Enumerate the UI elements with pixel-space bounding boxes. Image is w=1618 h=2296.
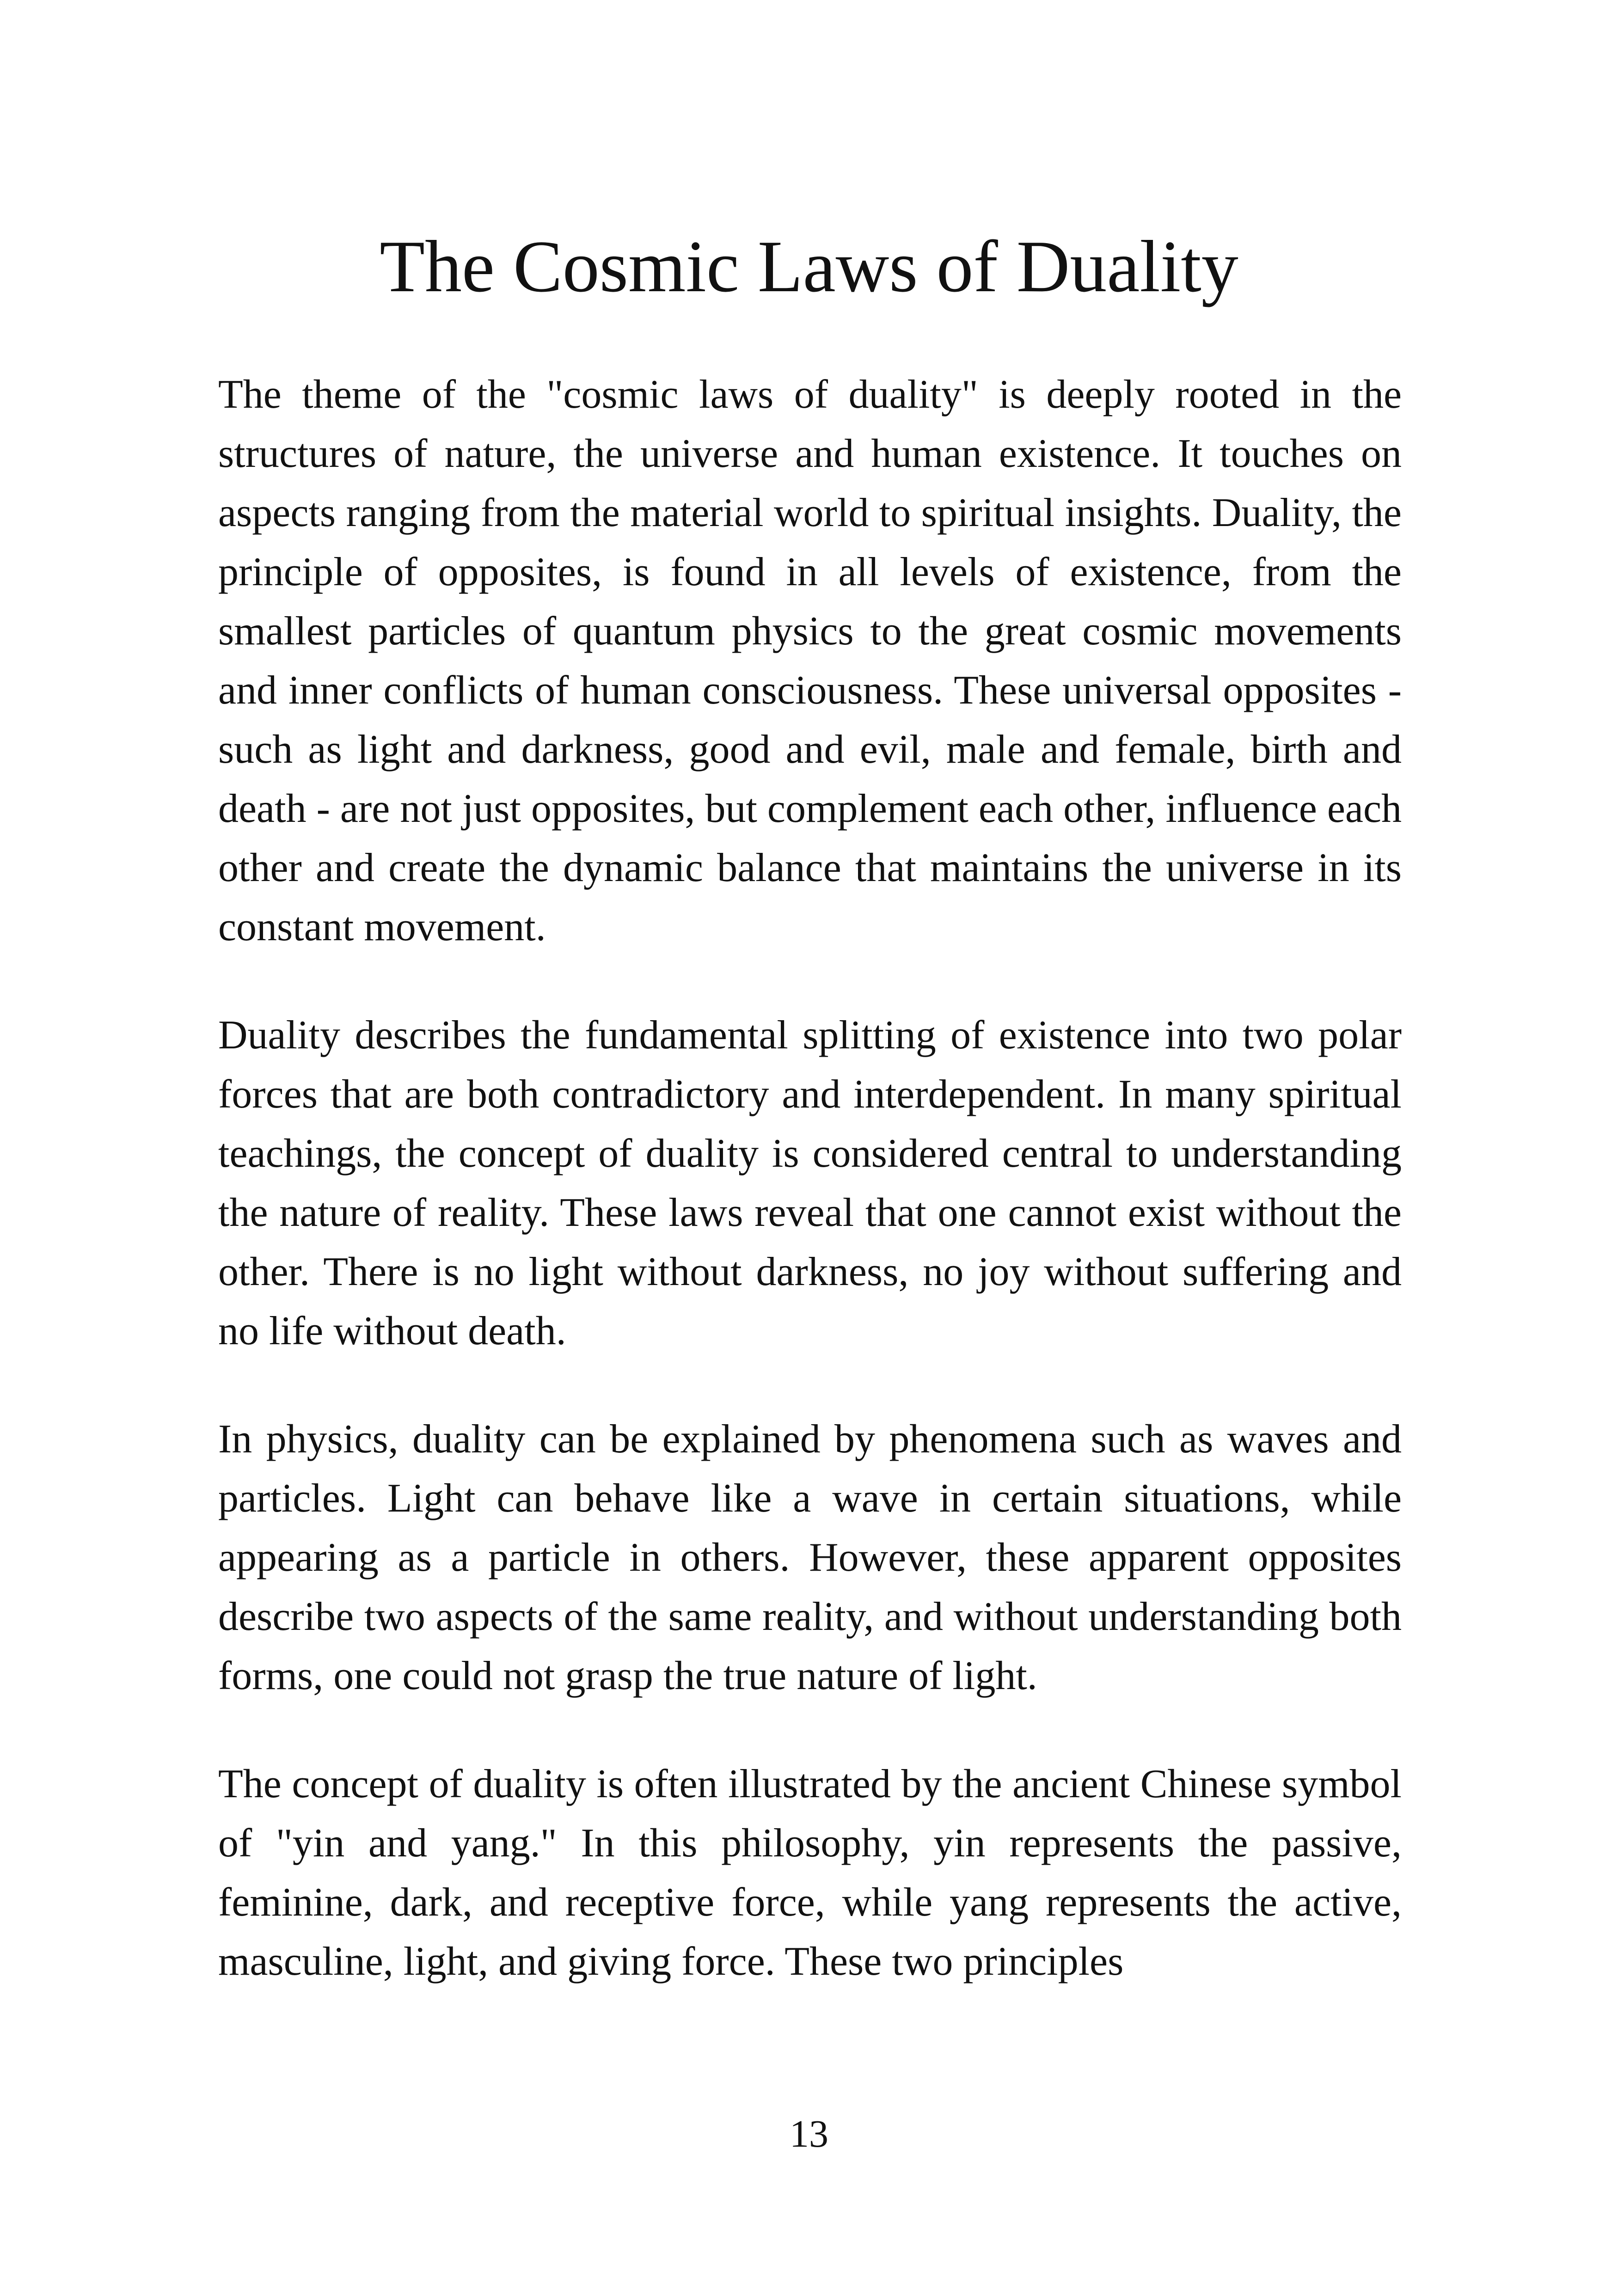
paragraph-4: The concept of duality is often illustrated by the ancient Chinese symbol of "yin and yang." In this philosophy, yin represents the passive, feminine, dark, and receptive force, while yang represents the active, masculine, light, and giving force. These two principles [218,1762,1402,1984]
page-number: 13 [790,2112,828,2155]
body-text [218,365,1402,2040]
chapter-title: The Cosmic Laws of Duality [380,225,1238,307]
paragraph-1: The theme of the "cosmic laws of duality" is deeply rooted in the structures of nature, the universe and human existence. It touches on aspects ranging from the material world to spiritual insights. Duality, the principle of opposites, is found in all levels of existence, from the smallest particles of quantum physics to the great cosmic movements and inner conflicts of human consciousness. These universal opposites - such as light and darkness, good and evil, male and female, birth and death - are not just opposites, but complement each other, influence each other and create the dynamic balance that maintains the universe in its constant movement. [218,372,1402,949]
paragraph-3: In physics, duality can be explained by phenomena such as waves and particles. Light can behave like a wave in certain situations, while appearing as a particle in others. However, these apparent opposites describe two aspects of the same reality, and without understanding both forms, one could not grasp the true nature of light. [218,1417,1402,1698]
paragraph-2: Duality describes the fundamental splitting of existence into two polar forces that are both contradictory and interdependent. In many spiritual teachings, the concept of duality is considered central to understanding the nature of reality. These laws reveal that one cannot exist without the other. There is no light without darkness, no joy without suffering and no life without death. [218,1013,1402,1353]
